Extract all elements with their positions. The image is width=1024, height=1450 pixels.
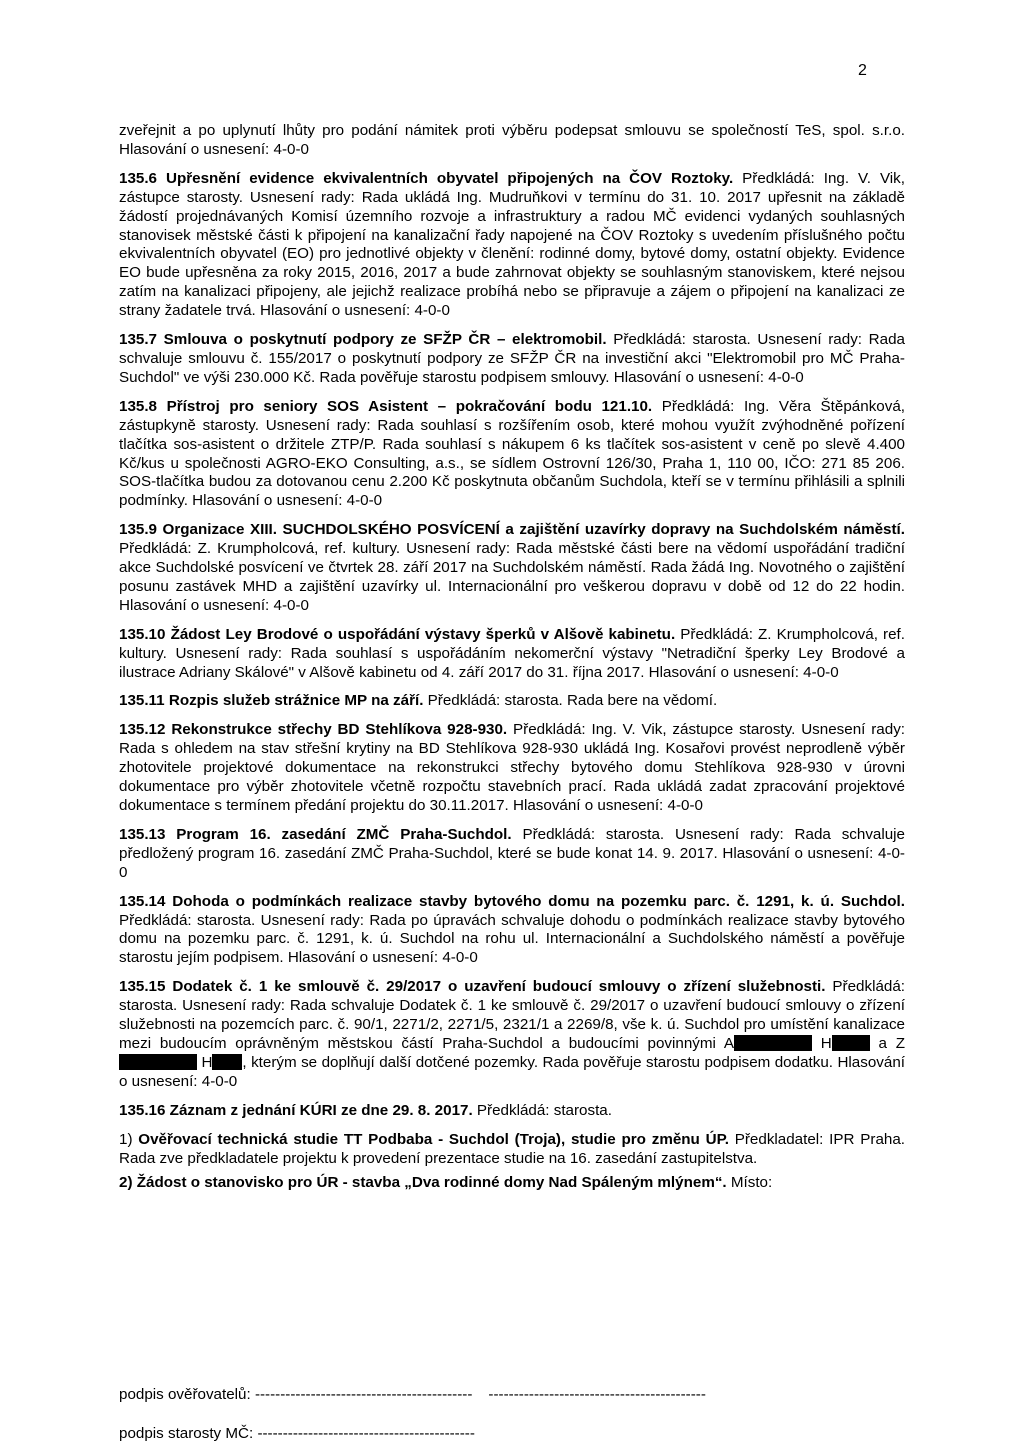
redacted-name-1-surname: H (820, 1034, 832, 1052)
item-body: Předkládá: starosta. Rada bere na vědomí. (423, 692, 718, 710)
conjunction: a (869, 1034, 896, 1052)
item-title: Rekonstrukce střechy BD Stehlíkova 928-930. (165, 721, 508, 739)
redaction-block (119, 1054, 197, 1070)
signature-dashes: ------------------------------------------- (257, 1425, 475, 1442)
item-number: 135.10 (119, 625, 166, 643)
redaction-block (832, 1035, 870, 1051)
item-title: Žádost Ley Brodové o uspořádání výstavy šperků v Alšově kabinetu. (165, 625, 676, 643)
redacted-name-1-initial: A (723, 1034, 734, 1052)
item-body: Předkládá: starosta. Usnesení rady: Rada schvaluje Dodatek č. 1 ke smlouvě č. 29/2017 o uzavření budoucí smlouvy o zřízení služebnosti na pozemcích parc. č. 90/1, 2271/2, 2271/5, 2321/1 a 2269/8, vše k. ú. Suchdol pro umístění kanalizace mezi budoucím oprávněným městskou částí Praha-Suchdol a budoucími povinnými (119, 978, 906, 1052)
subitem-2 (119, 1174, 905, 1193)
resolution-item (119, 331, 905, 388)
item-body: Předkládá: starosta. Usnesení rady: Rada schvaluje smlouvu č. 155/2017 o poskytnutí podpory ze SFŽP ČR na investiční akci "Elektromobil pro MČ Praha-Suchdol" ve výši 230.000 Kč. Rada pověřuje starostu podpisem smlouvy. Hlasování o usnesení: 4-0-0 (119, 331, 905, 386)
subitem-title: Ověřovací technická studie TT Podbaba - Suchdol (Troja), studie pro změnu ÚP. (138, 1130, 729, 1148)
resolution-item (119, 826, 905, 883)
item-body: Předkládá: starosta. (472, 1101, 612, 1119)
document-body (119, 122, 905, 1203)
subitem-prefix: 1) (119, 1130, 139, 1148)
resolution-item (119, 893, 905, 969)
item-body: Předkládá: Z. Krumpholcová, ref. kultury. Usnesení rady: Rada městské části bere na vědomí uspořádání tradiční akce Suchdolské posvícení ve čtvrtek 28. září 2017 na Suchdolském náměstí. Rada žádá Ing. Novotného o zajištění posunu zastávek MHD a zajištění uzavírky ul. Internacionální pro veškerou dopravu v době od 12 do 22 hodin. Hlasování o usnesení: 4-0-0 (119, 540, 905, 614)
item-title: Upřesnění evidence ekvivalentních obyvatel připojených na ČOV Roztoky. (157, 169, 734, 187)
item-number: 135.7 (119, 331, 158, 349)
redacted-name-2-initial: Z (895, 1034, 905, 1052)
item-number: 135.8 (119, 397, 158, 415)
resolution-item (119, 170, 905, 321)
resolution-item (119, 398, 905, 511)
redaction-block (212, 1054, 242, 1070)
resolution-item (119, 521, 905, 616)
item-body: Předkládá: Ing. Věra Štěpánková, zástupkyně starosty. Usnesení rady: Rada souhlasí s rozšířením osob, které mohou využít zvýhodněné pořízení tlačítka sos-asistent o držitele ZTP/P. Rada souhlasí s nákupem 6 ks tlačítek sos-asistent v ceně po slevě 4.400 Kč/kus u společnosti AGRO-EKO Consulting, a.s., se sídlem Ostrovní 126/30, Praha 1, 110 00, IČO: 271 85 206. SOS-tlačítka budou za dotovanou cenu 2.200 Kč poskytnuta občanům Suchdola, kteří se v termínu přihlásili a splnili podmínky. Hlasování o usnesení: 4-0-0 (119, 397, 905, 510)
item-number: 135.6 (119, 169, 158, 187)
item-title: Dodatek č. 1 ke smlouvě č. 29/2017 o uzavření budoucí smlouvy o zřízení služebnosti. (165, 978, 826, 996)
verifiers-signature-line (119, 1386, 706, 1403)
item-title: Přístroj pro seniory SOS Asistent – pokračování bodu 121.10. (157, 397, 653, 415)
resolution-item-16 (119, 1102, 905, 1121)
redaction-block (734, 1035, 812, 1051)
resolution-item-15 (119, 978, 905, 1091)
item-title: Záznam z jednání KÚRI ze dne 29. 8. 2017. (165, 1101, 473, 1119)
item-number: 135.12 (119, 721, 166, 739)
signature-dashes: ------------------------------------------- (488, 1386, 706, 1403)
signature-dashes: ------------------------------------------- (254, 1386, 473, 1403)
item-title: Dohoda o podmínkách realizace stavby bytového domu na pozemku parc. č. 1291, k. ú. Suchdol. (165, 892, 905, 910)
item-number: 135.13 (119, 825, 166, 843)
item-body: Předkládá: Z. Krumpholcová, ref. kultury. Usnesení rady: Rada souhlasí s uspořádáním nekomerční výstavy "Netradiční šperky Ley Brodové a ilustrace Adriany Skálové" v Alšově kabinetu od 4. září 2017 do 31. října 2017. Hlasování o usnesení: 4-0-0 (119, 625, 905, 681)
resolution-item (119, 626, 905, 683)
item-number: 135.15 (119, 978, 166, 996)
subitem-prefix: 2) (119, 1174, 137, 1192)
subitem-body: Předkladatel: IPR Praha. Rada zve předkladatele projektu k provedení prezentace studie na 16. zasedání zastupitelstva. (119, 1130, 906, 1167)
redacted-name-2-surname: H (201, 1053, 213, 1071)
item-body: Předkládá: starosta. Usnesení rady: Rada schvaluje předložený program 16. zasedání ZMČ Praha-Suchdol, které se bude konat 14. 9. 2017. Hlasování o usnesení: 4-0-0 (119, 825, 906, 881)
item-title: Smlouva o poskytnutí podpory ze SFŽP ČR – elektromobil. (157, 331, 607, 349)
subitem-title: Žádost o stanovisko pro ÚR - stavba „Dva rodinné domy Nad Spáleným mlýnem“. (136, 1174, 727, 1192)
item-number: 135.9 (119, 521, 158, 539)
subitem-1 (119, 1131, 905, 1169)
mayor-signature-line (119, 1425, 475, 1442)
item-body: Předkládá: starosta. Usnesení rady: Rada po úpravách schvaluje dohodu o podmínkách realizace stavby bytového domu na pozemku parc. č. 1291, k. ú. Suchdol na rohu ul. Internacionální a Suchdolského náměstí a pověřuje starostu jejím podpisem. Hlasování o usnesení: 4-0-0 (119, 911, 905, 967)
item-number: 135.11 (119, 692, 165, 710)
verifiers-label: podpis ověřovatelů: (119, 1386, 255, 1403)
resolution-item (119, 692, 905, 711)
item-title: Rozpis služeb strážnice MP na září. (164, 692, 424, 710)
intro-paragraph: zveřejnit a po uplynutí lhůty pro podání námitek proti výběru podepsat smlouvu se společností TeS, spol. s.r.o. Hlasování o usnesení: 4-0-0 (119, 122, 905, 158)
item-body-continued: , kterým se doplňují další dotčené pozemky. Rada pověřuje starostu podpisem dodatku. Hlasování o usnesení: 4-0-0 (119, 1053, 905, 1090)
subitem-body: Místo: (726, 1174, 773, 1192)
item-body: Předkládá: Ing. V. Vik, zástupce starosty. Usnesení rady: Rada ukládá Ing. Mudruňkovi v termínu do 31. 10. 2017 upřesnit na základě žádostí projednávaných Komisí územního rozvoje a infrastruktury a radou MČ evidenci vydaných souhlasných stanovisek městské části k připojení na kanalizační řady napojené na ČOV Roztoky s uvedením příslušného počtu ekvivalentních obyvatel (EO) pro jednotlivé objekty v členění: rodinné domy, bytové domy, ostatní objekty. Evidence EO bude upřesněna za roky 2015, 2016, 2017 a bude zahrnovat objekty se souhlasným stanoviskem, které nejsou zatím na kanalizaci připojeny, ale jejichž realizace probíhá nebo se připravuje a zájem o připojení na kanalizaci ze strany žadatele trvá. Hlasování o usnesení: 4-0-0 (119, 169, 905, 320)
item-title: Program 16. zasedání ZMČ Praha-Suchdol. (165, 825, 512, 843)
item-body: Předkládá: Ing. V. Vik, zástupce starosty. Usnesení rady: Rada s ohledem na stav střešní krytiny na BD Stehlíkova 928-930 ukládá Ing. Kosařovi provést neprodleně výběr zhotovitele projektové dokumentace na rekonstrukci střechy bytového domu Stehlíkova 928-930 v úrovni dokumentace pro výběr zhotovitele včetně rozpočtu stavebních prací. Rada ukládá zadat zpracování projektové dokumentace s termínem předání projektu do 30.11.2017. Hlasování o usnesení: 4-0-0 (119, 721, 906, 814)
item-title: Organizace XIII. SUCHDOLSKÉHO POSVÍCENÍ a zajištění uzavírky dopravy na Suchdolském náměstí. (157, 521, 905, 539)
item-number: 135.16 (119, 1101, 166, 1119)
item-number: 135.14 (119, 892, 166, 910)
page-number: 2 (858, 62, 867, 79)
resolution-item (119, 721, 905, 816)
mayor-label: podpis starosty MČ: (119, 1425, 258, 1442)
